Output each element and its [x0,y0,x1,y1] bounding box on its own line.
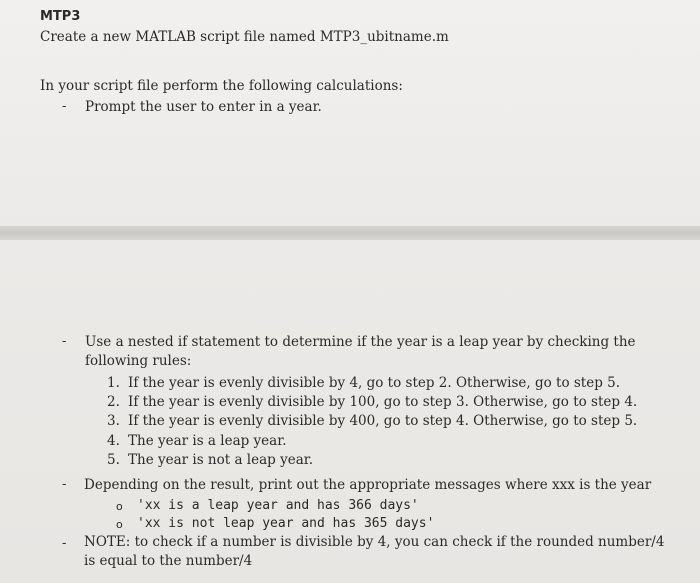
note-line-cont: is equal to the number/4 [84,553,253,569]
instruction-line: Create a new MATLAB script file named MTP3_ubitname.m [40,29,449,45]
bullet-nested-if-cont: following rules: [85,353,192,369]
step-number: 1. [107,375,120,391]
bullet-prompt-year: Prompt the user to enter in a year. [85,99,322,115]
step-number: 2. [107,394,120,410]
sub-bullet-circle: o [116,500,123,513]
message-leap-year: 'xx is a leap year and has 366 days' [137,498,419,513]
page-divider-band [0,226,700,240]
note-line: NOTE: to check if a number is divisible by 4, you can check if the rounded number/4 [84,534,665,550]
step-number: 3. [107,413,120,429]
intro-line: In your script file perform the following calculations: [40,78,403,94]
step-text: If the year is evenly divisible by 400, go to step 4. Otherwise, go to step 5. [128,413,638,429]
step-text: If the year is evenly divisible by 100, go to step 3. Otherwise, go to step 4. [128,394,638,410]
step-text: The year is a leap year. [128,433,287,449]
bullet-dash: - [62,536,67,551]
step-number: 5. [107,452,120,468]
sub-bullet-circle: o [116,518,123,531]
bullet-print-messages: Depending on the result, print out the appropriate messages where xxx is the year [84,477,652,493]
step-text: If the year is evenly divisible by 4, go to step 2. Otherwise, go to step 5. [128,375,621,391]
bullet-dash: - [62,334,67,349]
bullet-nested-if: Use a nested if statement to determine if the year is a leap year by checking the [85,334,636,350]
step-text: The year is not a leap year. [128,452,314,468]
message-not-leap-year: 'xx is not leap year and has 365 days' [137,516,435,531]
bullet-dash: - [62,99,67,114]
page-title: MTP3 [40,9,81,24]
bullet-dash: - [62,477,67,492]
step-number: 4. [107,433,120,449]
